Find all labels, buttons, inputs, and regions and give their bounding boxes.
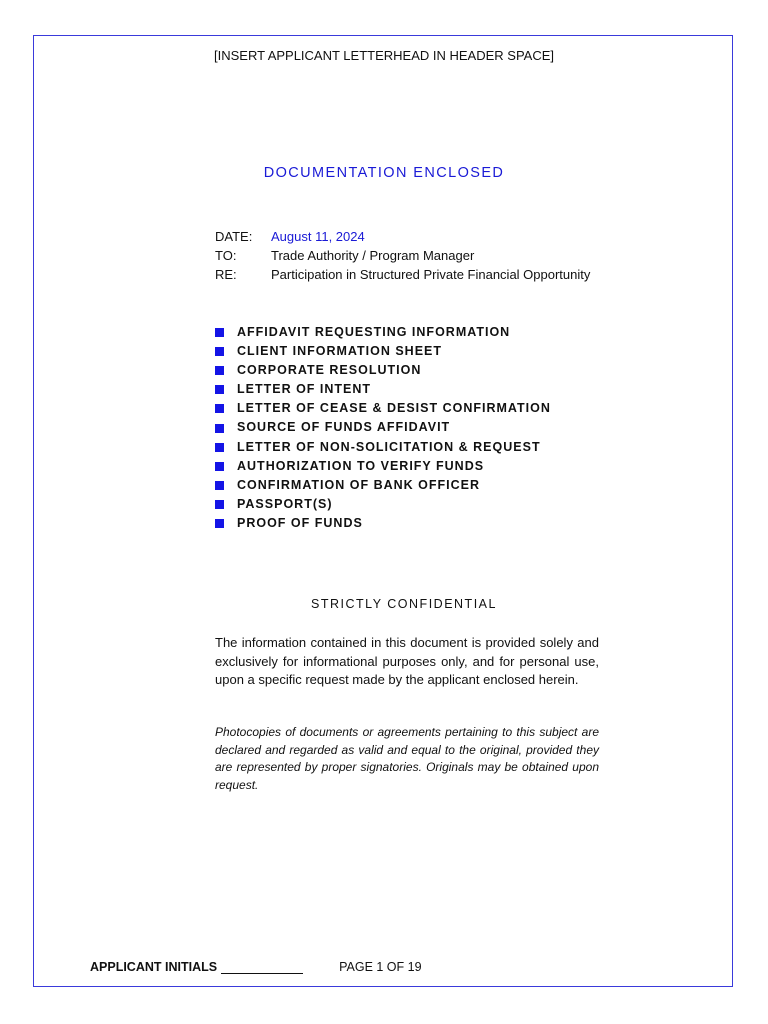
meta-row-re: [215, 265, 590, 284]
list-item: [215, 438, 551, 457]
square-bullet-icon: [215, 519, 224, 528]
square-bullet-icon: [215, 424, 224, 433]
meta-row-date: [215, 227, 590, 246]
enclosure-label: LETTER OF CEASE & DESIST CONFIRMATION: [237, 401, 551, 416]
enclosure-label: PROOF OF FUNDS: [237, 515, 363, 530]
meta-date-value: August 11, 2024: [271, 229, 365, 244]
meta-key: DATE:: [215, 229, 253, 244]
square-bullet-icon: [215, 328, 224, 337]
list-item: [215, 476, 551, 495]
enclosure-label: LETTER OF INTENT: [237, 382, 372, 397]
meta-re-value: Participation in Structured Private Financial Opportunity: [271, 267, 591, 282]
enclosure-label: PASSPORT(S): [237, 496, 333, 511]
page-number: PAGE 1 OF 19: [339, 960, 422, 974]
meta-to-value: Trade Authority / Program Manager: [271, 248, 475, 263]
list-item: [215, 342, 551, 361]
photocopy-notice: Photocopies of documents or agreements pertaining to this subject are declared and regarded as valid and equal to the original, provided they are represented by proper signatories. Originals may be obtained upon request.: [215, 725, 599, 792]
enclosure-label: SOURCE OF FUNDS AFFIDAVIT: [237, 420, 451, 435]
memo-header: [215, 227, 590, 284]
enclosure-label: LETTER OF NON-SOLICITATION & REQUEST: [237, 439, 541, 454]
list-item: [215, 418, 551, 437]
square-bullet-icon: [215, 443, 224, 452]
square-bullet-icon: [215, 500, 224, 509]
list-item: [215, 399, 551, 418]
list-item: [215, 361, 551, 380]
square-bullet-icon: [215, 462, 224, 471]
enclosure-label: CORPORATE RESOLUTION: [237, 363, 422, 378]
meta-key: TO:: [215, 248, 237, 263]
square-bullet-icon: [215, 481, 224, 490]
meta-row-to: [215, 246, 590, 265]
meta-key: RE:: [215, 267, 237, 282]
page-footer: [90, 960, 422, 974]
enclosure-list: [215, 323, 551, 533]
list-item: [215, 457, 551, 476]
letterhead-placeholder: [INSERT APPLICANT LETTERHEAD IN HEADER SPACE]: [213, 48, 555, 63]
square-bullet-icon: [215, 385, 224, 394]
square-bullet-icon: [215, 366, 224, 375]
square-bullet-icon: [215, 347, 224, 356]
enclosure-label: AUTHORIZATION TO VERIFY FUNDS: [237, 458, 485, 473]
enclosure-label: CLIENT INFORMATION SHEET: [237, 344, 443, 359]
square-bullet-icon: [215, 404, 224, 413]
initials-label: APPLICANT INITIALS: [90, 960, 218, 974]
list-item: [215, 380, 551, 399]
list-item: [215, 514, 551, 533]
enclosure-label: CONFIRMATION OF BANK OFFICER: [237, 477, 481, 492]
initials-blank-line: [221, 960, 303, 974]
disclaimer-paragraph: The information contained in this document is provided solely and exclusively for informational purposes only, and for personal use, upon a specific request made by the applicant enclosed herein.: [215, 635, 599, 687]
enclosure-label: AFFIDAVIT REQUESTING INFORMATION: [237, 325, 511, 339]
list-item: [215, 495, 551, 514]
confidential-heading: STRICTLY CONFIDENTIAL: [311, 597, 497, 611]
list-item: [215, 323, 551, 342]
document-title: DOCUMENTATION ENCLOSED: [263, 165, 505, 181]
